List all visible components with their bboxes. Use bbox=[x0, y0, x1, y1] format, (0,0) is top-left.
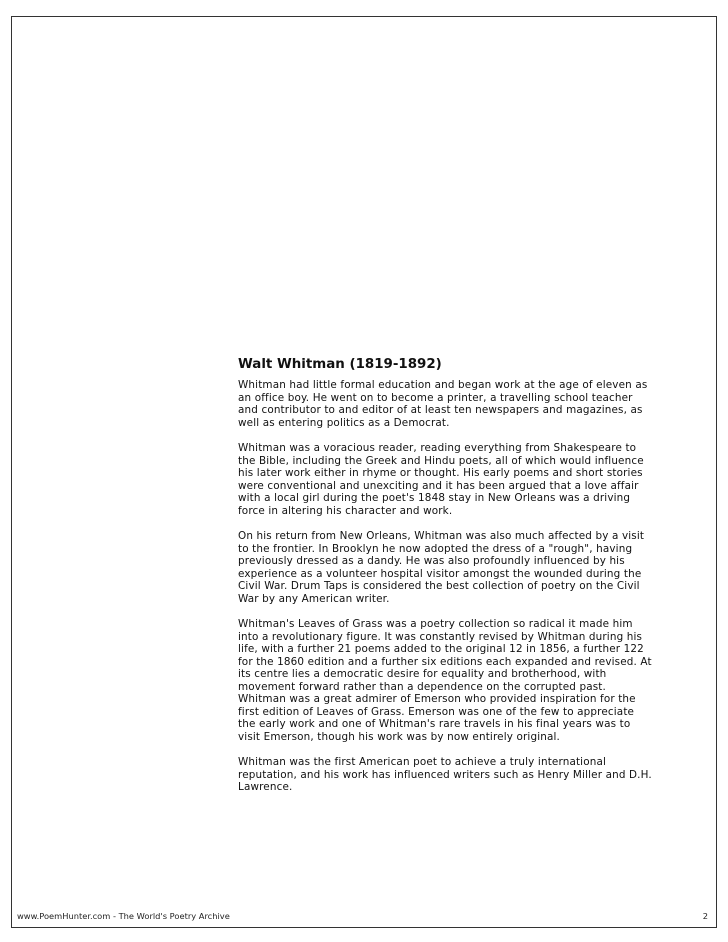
text-line: to the frontier. In Brooklyn he now adopted the dress of a "rough", having bbox=[238, 542, 633, 555]
text-line: into a revolutionary figure. It was constantly revised by Whitman during his bbox=[238, 630, 643, 643]
text-line: were conventional and unexciting and it has been argued that a love affair bbox=[238, 479, 639, 492]
text-line: Lawrence. bbox=[238, 781, 293, 793]
biography-title: Walt Whitman (1819-1892) bbox=[238, 357, 442, 372]
text-line: life, with a further 21 poems added to the original 12 in 1856, a further 122 bbox=[238, 643, 644, 655]
text-line: force in altering his character and work. bbox=[238, 504, 453, 517]
text-line: first edition of Leaves of Grass. Emerson was one of the few to appreciate bbox=[238, 705, 635, 718]
text-line: Whitman's Leaves of Grass was a poetry collection so radical it made him bbox=[238, 618, 633, 630]
paragraph-reading bbox=[238, 442, 708, 517]
text-line: visit Emerson, though his work was by now entirely original. bbox=[238, 730, 560, 743]
paragraph-leaves-of-grass bbox=[238, 618, 708, 743]
text-line: Civil War. Drum Taps is considered the best collection of poetry on the Civil bbox=[238, 580, 640, 592]
text-line: with a local girl during the poet's 1848 stay in New Orleans was a driving bbox=[238, 492, 631, 504]
text-line: well as entering politics as a Democrat. bbox=[238, 416, 450, 429]
text-line: Whitman was the first American poet to achieve a truly international bbox=[238, 756, 607, 768]
text-line: experience as a volunteer hospital visitor amongst the wounded during the bbox=[238, 567, 642, 580]
text-line: Whitman was a voracious reader, reading everything from Shakespeare to bbox=[238, 442, 637, 454]
text-line: movement forward rather than a dependence on the corrupted past. bbox=[238, 680, 606, 693]
text-line: for the 1860 edition and a further six editions each expanded and revised. At bbox=[238, 655, 652, 668]
text-line: the Bible, including the Greek and Hindu poets, all of which would influence bbox=[238, 454, 644, 467]
page-number: 2 bbox=[702, 911, 708, 921]
text-line: the early work and one of Whitman's rare travels in his final years was to bbox=[238, 718, 631, 730]
text-line: an office boy. He went on to become a printer, a travelling school teacher bbox=[238, 391, 633, 404]
footer-source: www.PoemHunter.com - The World's Poetry Archive bbox=[17, 911, 230, 921]
text-line: Whitman was a great admirer of Emerson who provided inspiration for the bbox=[238, 693, 636, 705]
text-line: and contributor to and editor of at least ten newspapers and magazines, as bbox=[238, 404, 643, 416]
text-line: its centre lies a democratic desire for equality and brotherhood, with bbox=[238, 668, 607, 680]
text-line: Whitman had little formal education and began work at the age of eleven as bbox=[238, 379, 648, 391]
text-line: previously dressed as a dandy. He was also profoundly influenced by his bbox=[238, 555, 625, 567]
text-line: his later work either in rhyme or thought. His early poems and short stories bbox=[238, 467, 643, 479]
biography-section bbox=[238, 356, 708, 807]
text-line: War by any American writer. bbox=[238, 592, 390, 605]
text-line: reputation, and his work has influenced writers such as Henry Miller and D.H. bbox=[238, 768, 652, 781]
paragraph-education bbox=[238, 379, 708, 429]
paragraph-legacy bbox=[238, 756, 708, 794]
paragraph-civil-war bbox=[238, 530, 708, 605]
text-line: On his return from New Orleans, Whitman was also much affected by a visit bbox=[238, 530, 645, 542]
